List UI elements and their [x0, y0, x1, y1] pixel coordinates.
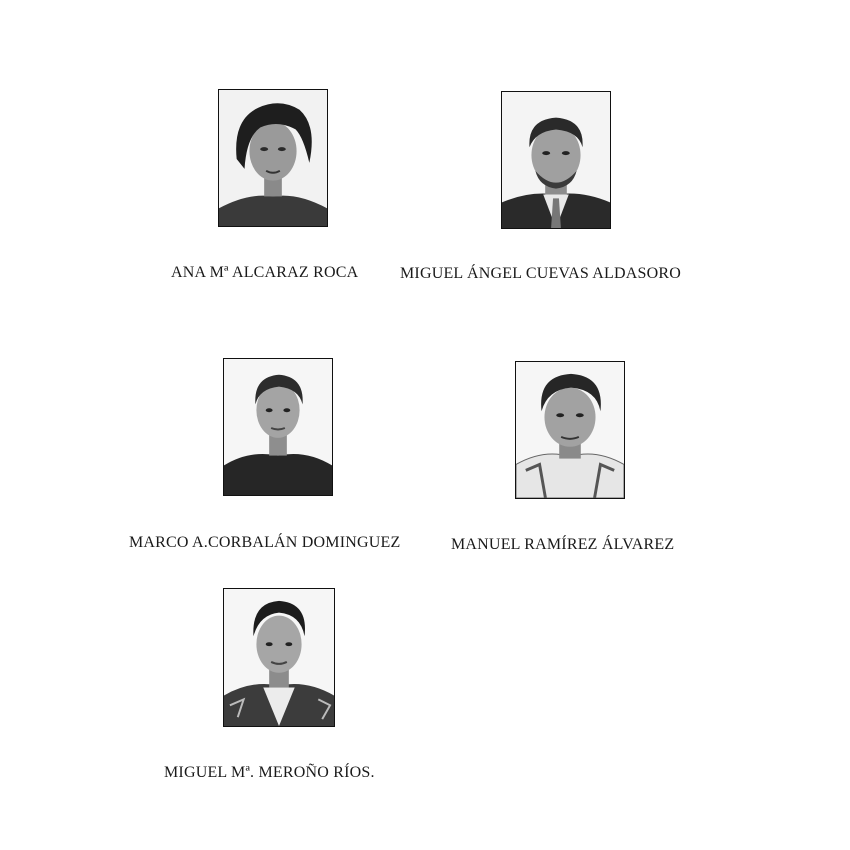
portrait-photo	[223, 588, 335, 727]
portrait-photo	[218, 89, 328, 227]
portrait-photo	[223, 358, 333, 496]
portrait-photo	[515, 361, 625, 499]
person-name: MANUEL RAMÍREZ ÁLVAREZ	[451, 536, 675, 553]
person-name: MIGUEL Mª. MEROÑO RÍOS.	[164, 764, 375, 781]
portrait-photo	[501, 91, 611, 229]
person-name: MARCO A.CORBALÁN DOMINGUEZ	[129, 534, 401, 551]
person-name: MIGUEL ÁNGEL CUEVAS ALDASORO	[400, 265, 682, 282]
person-name: ANA Mª ALCARAZ ROCA	[171, 264, 359, 281]
